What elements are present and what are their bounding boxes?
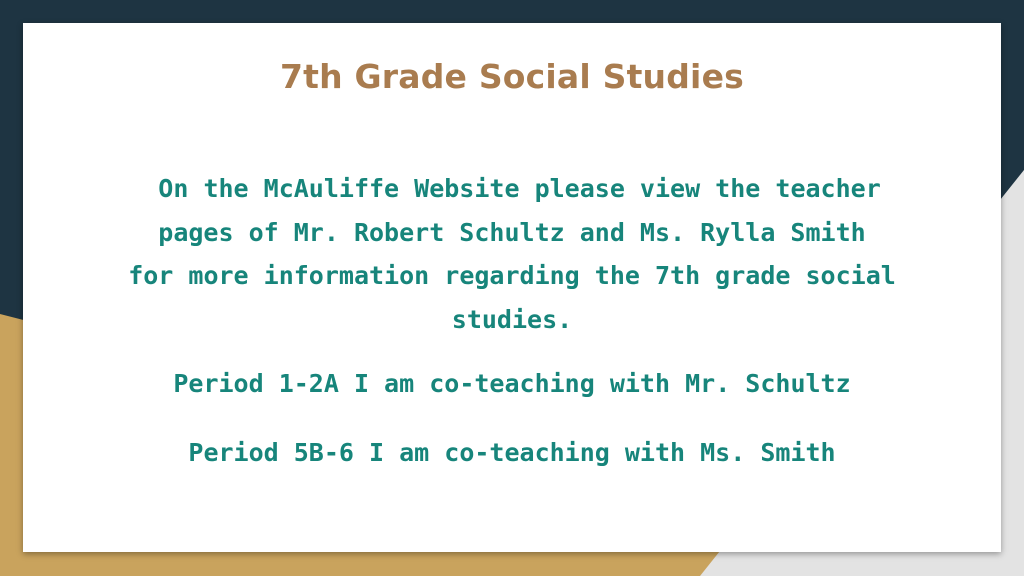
slide-card [23,23,1001,552]
intro-line: for more information regarding the 7th grade social [128,261,896,290]
intro-line: On the McAuliffe Website please view the teacher [143,174,881,203]
period-1-text: Period 1-2A I am co-teaching with Mr. Schultz [173,369,851,398]
intro-line: pages of Mr. Robert Schultz and Ms. Rylla Smith [158,217,866,247]
intro-paragraph [93,167,931,341]
slide-title: 7th Grade Social Studies [279,57,744,96]
intro-line: studies. [451,304,573,334]
period-2-text: Period 5B-6 I am co-teaching with Ms. Smith [188,438,836,467]
